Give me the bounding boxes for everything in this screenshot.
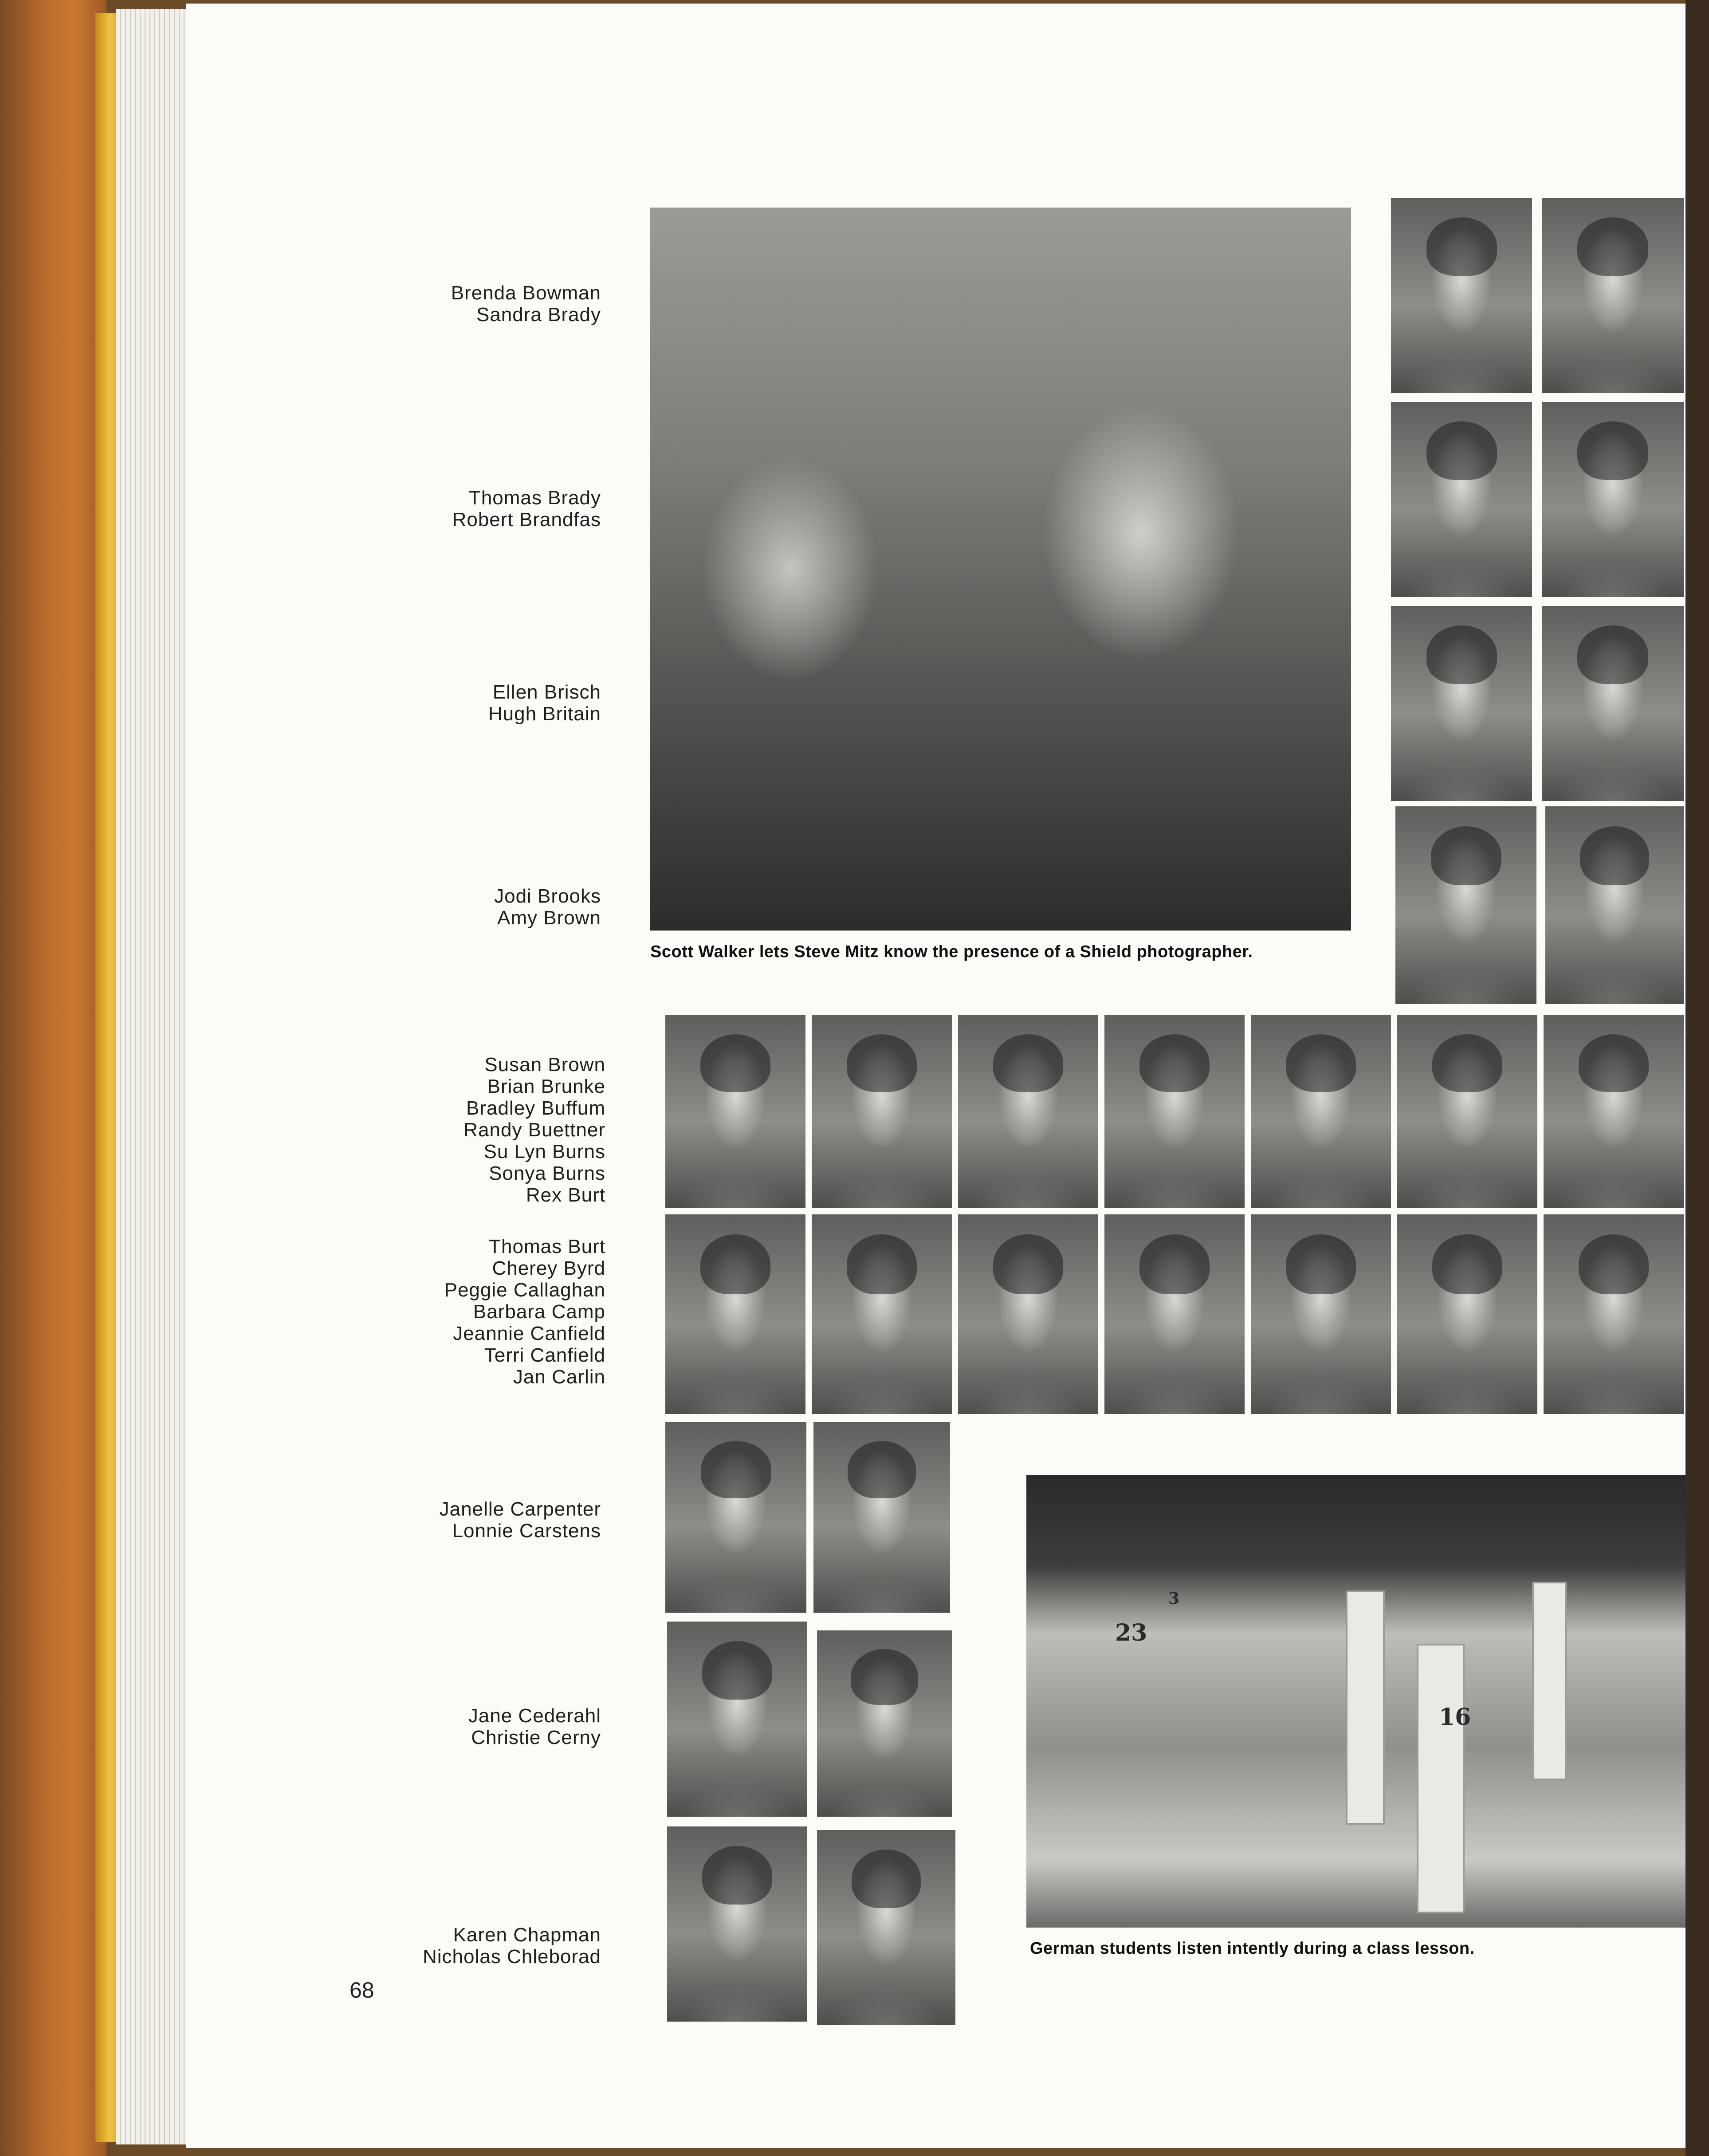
portrait-peggie-callaghan <box>958 1214 1098 1414</box>
student-name: Barbara Camp <box>473 1301 605 1323</box>
portrait-jodi-brooks <box>1395 806 1536 1004</box>
page-stack <box>116 9 192 2144</box>
names-group-6 <box>379 1236 605 1388</box>
student-name: Lonnie Carstens <box>452 1520 601 1542</box>
portrait-barbara-camp <box>1104 1214 1245 1414</box>
portrait-christie-cerny <box>817 1630 952 1817</box>
student-name: Ellen Brisch <box>492 681 601 703</box>
student-name: Christie Cerny <box>471 1727 601 1748</box>
names-group-4 <box>379 885 601 929</box>
student-name: Sonya Burns <box>489 1162 605 1184</box>
portrait-sonya-burns <box>1397 1015 1537 1208</box>
student-name: Jane Cederahl <box>468 1705 601 1727</box>
student-name: Terri Canfield <box>484 1344 605 1366</box>
portrait-ellen-brisch <box>1391 606 1532 801</box>
portrait-thomas-brady <box>1391 402 1532 597</box>
portrait-jan-carlin <box>1544 1214 1684 1414</box>
student-name: Sandra Brady <box>476 304 601 326</box>
portrait-nicholas-chleborad <box>817 1830 955 2025</box>
names-group-1 <box>379 282 601 326</box>
classroom-photo <box>650 208 1351 931</box>
portrait-jeannie-canfield <box>1251 1214 1391 1414</box>
student-name: Cherey Byrd <box>492 1257 605 1279</box>
binding-shadow <box>1685 0 1709 2156</box>
portrait-bradley-buffum <box>958 1015 1098 1208</box>
booth-number: 16 <box>1439 1704 1471 1731</box>
lab-booth-divider <box>1417 1644 1465 1913</box>
portrait-jane-cederahl <box>667 1622 807 1817</box>
student-name: Janelle Carpenter <box>439 1498 601 1520</box>
portrait-amy-brown <box>1545 806 1684 1004</box>
portrait-brenda-bowman <box>1391 198 1532 393</box>
portrait-thomas-burt <box>665 1214 805 1414</box>
booth-number: 23 <box>1115 1619 1147 1646</box>
student-name: Thomas Brady <box>468 487 601 509</box>
student-name: Jan Carlin <box>513 1366 605 1388</box>
names-group-5 <box>379 1054 605 1206</box>
names-group-8 <box>379 1705 601 1748</box>
student-name: Brian Brunke <box>487 1076 605 1097</box>
names-group-2 <box>379 487 601 530</box>
student-name: Jeannie Canfield <box>453 1323 605 1344</box>
booth-number: 3 <box>1168 1589 1180 1608</box>
portrait-rex-burt <box>1544 1015 1684 1208</box>
student-name: Susan Brown <box>484 1054 605 1076</box>
names-group-9 <box>379 1924 601 1967</box>
portrait-terri-canfield <box>1397 1214 1537 1414</box>
portrait-susan-brown <box>665 1015 805 1208</box>
portrait-su-lyn-burns <box>1251 1015 1391 1208</box>
portrait-karen-chapman <box>667 1826 807 2022</box>
portrait-cherey-byrd <box>812 1214 952 1414</box>
lab-booth-divider <box>1532 1582 1567 1780</box>
classroom-photo-caption: Scott Walker lets Steve Mitz know the presence of a Shield photographer. <box>650 943 1253 961</box>
student-name: Rex Burt <box>526 1184 605 1206</box>
student-name: Karen Chapman <box>453 1924 601 1946</box>
portrait-lonnie-carstens <box>813 1422 950 1613</box>
names-group-3 <box>379 681 601 725</box>
portrait-randy-buettner <box>1104 1015 1245 1208</box>
student-name: Jodi Brooks <box>494 885 601 907</box>
lab-booth-divider <box>1346 1590 1385 1825</box>
page-number: 68 <box>350 1978 374 2003</box>
portrait-robert-brandfas <box>1542 402 1684 597</box>
book-cover-edge <box>0 0 106 2156</box>
student-name: Brenda Bowman <box>451 282 601 304</box>
names-group-7 <box>379 1498 601 1542</box>
student-name: Bradley Buffum <box>466 1097 605 1119</box>
portrait-hugh-britain <box>1542 606 1684 801</box>
student-name: Randy Buettner <box>464 1119 605 1141</box>
student-name: Thomas Burt <box>489 1236 605 1257</box>
student-name: Amy Brown <box>497 907 601 929</box>
portrait-brian-brunke <box>812 1015 952 1208</box>
student-name: Robert Brandfas <box>452 509 601 530</box>
student-name: Hugh Britain <box>488 703 601 725</box>
portrait-janelle-carpenter <box>665 1422 806 1613</box>
student-name: Su Lyn Burns <box>483 1141 605 1162</box>
language-lab-photo <box>1026 1475 1685 1928</box>
student-name: Peggie Callaghan <box>444 1279 605 1301</box>
language-lab-caption: German students listen intently during a class lesson. <box>1030 1939 1475 1958</box>
student-name: Nicholas Chleborad <box>423 1946 601 1967</box>
portrait-sandra-brady <box>1542 198 1684 393</box>
